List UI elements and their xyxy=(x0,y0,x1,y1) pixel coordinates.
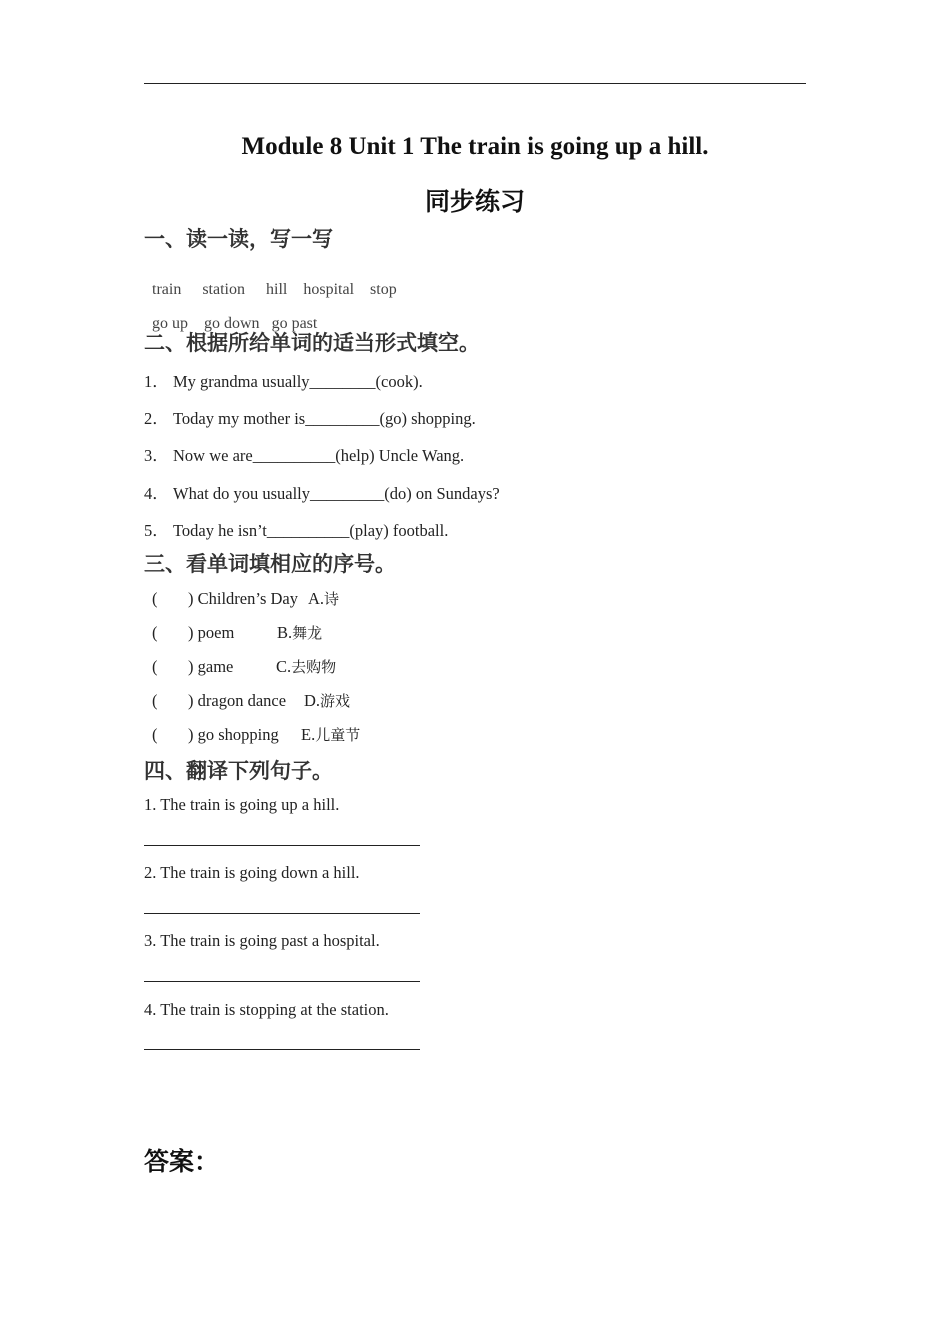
match-word: ) poem xyxy=(188,623,235,642)
translate-sentence: 3. The train is going past a hospital. xyxy=(144,931,380,950)
answer-paren: ( xyxy=(152,691,158,710)
vocab-row-1 xyxy=(144,263,413,299)
option-letter: B. xyxy=(277,623,293,642)
translate-sentence: 4. The train is stopping at the station. xyxy=(144,1000,389,1019)
match-word: ) Children’s Day xyxy=(188,589,298,608)
option-meaning: 游戏 xyxy=(320,692,351,710)
answer-paren: ( xyxy=(152,623,158,642)
match-word: ) game xyxy=(188,657,234,676)
fill-item xyxy=(144,517,448,541)
option-meaning: 去购物 xyxy=(291,658,337,676)
answer-line xyxy=(144,913,420,914)
option-meaning: 诗 xyxy=(324,590,340,608)
answer-line xyxy=(144,1049,420,1050)
match-word: ) dragon dance xyxy=(188,691,287,710)
item-number: 3． xyxy=(144,446,169,465)
item-number: 4． xyxy=(144,484,169,503)
vocab-phrase: go up xyxy=(152,315,188,332)
match-item xyxy=(152,724,360,745)
section-2-heading: 二、根据所给单词的适当形式填空。 xyxy=(144,331,480,355)
answer-paren: ( xyxy=(152,725,158,744)
translate-sentence: 2. The train is going down a hill. xyxy=(144,863,360,882)
fill-item xyxy=(144,442,464,466)
match-word: ) go shopping xyxy=(188,725,279,744)
match-item xyxy=(152,690,350,711)
vocab-word: train xyxy=(152,281,182,298)
item-text: Today he isn’t__________(play) football. xyxy=(173,521,449,540)
match-item xyxy=(152,656,336,677)
vocab-phrase: go down xyxy=(204,315,260,332)
item-number: 5． xyxy=(144,521,169,540)
fill-item xyxy=(144,405,476,429)
option-meaning: 儿童节 xyxy=(315,726,361,744)
section-1-heading: 一、读一读，写一写 xyxy=(144,227,333,251)
item-number: 1． xyxy=(144,372,169,391)
item-text: My grandma usually________(cook). xyxy=(173,372,423,391)
vocab-word: station xyxy=(202,281,245,298)
item-number: 2． xyxy=(144,409,169,428)
option-letter: E. xyxy=(301,725,316,744)
option-meaning: 舞龙 xyxy=(292,624,323,642)
translate-sentence: 1. The train is going up a hill. xyxy=(144,795,340,814)
page-subtitle: 同步练习 xyxy=(424,187,525,216)
vocab-word: hospital xyxy=(303,281,355,298)
section-3-heading: 三、看单词填相应的序号。 xyxy=(144,552,396,576)
match-item xyxy=(152,588,339,609)
fill-item xyxy=(144,480,500,504)
option-letter: D. xyxy=(304,691,321,710)
item-text: Now we are__________(help) Uncle Wang. xyxy=(173,446,465,465)
vocab-phrase: go past xyxy=(271,315,318,332)
vocab-word: hill xyxy=(266,281,288,298)
item-text: What do you usually_________(do) on Sundays? xyxy=(173,484,500,503)
item-text: Today my mother is_________(go) shopping. xyxy=(173,409,476,428)
answer-line xyxy=(144,845,420,846)
section-4-heading: 四、翻译下列句子。 xyxy=(144,759,333,783)
answer-heading: 答案： xyxy=(144,1147,220,1176)
answer-paren: ( xyxy=(152,589,158,608)
match-item xyxy=(152,622,322,643)
vocab-word: stop xyxy=(370,281,397,298)
answer-paren: ( xyxy=(152,657,158,676)
page-title: Module 8 Unit 1 The train is going up a hill. xyxy=(241,133,709,160)
option-letter: A. xyxy=(308,589,325,608)
answer-line xyxy=(144,981,420,982)
header-rule xyxy=(144,83,806,84)
fill-item xyxy=(144,368,423,392)
option-letter: C. xyxy=(276,657,292,676)
